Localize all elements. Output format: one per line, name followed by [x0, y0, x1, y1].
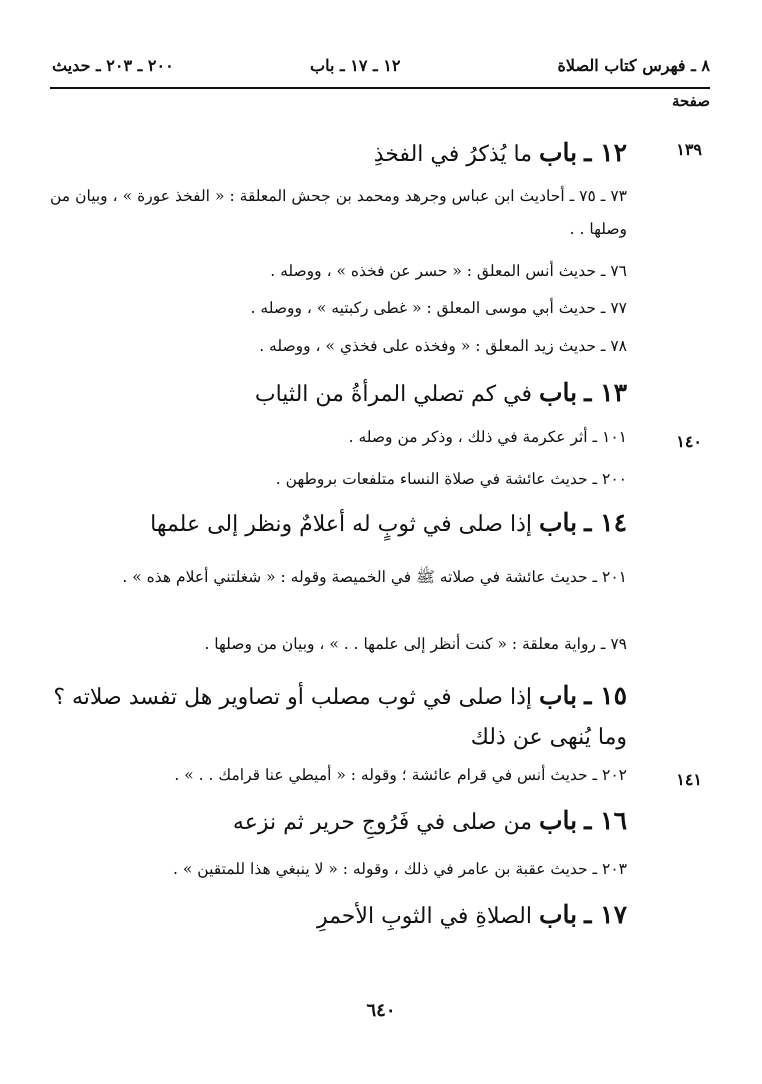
section-title: إذا صلى في ثوبٍ له أعلامٌ ونظر إلى علمها: [150, 512, 532, 537]
bab-word: باب: [538, 806, 578, 835]
footer-page-number: ٦٤٠: [366, 1000, 396, 1021]
bab-word: باب: [538, 508, 578, 537]
page-number-141: ١٤١: [676, 770, 702, 789]
section-title: ما يُذكرُ في الفخذِ: [373, 142, 532, 167]
entry-item: ٢٠٠ ـ حديث عائشة في صلاة النساء متلفعات بروطهن .: [275, 470, 627, 488]
entry-item: ٧٣ ـ ٧٥ ـ أحاديث ابن عباس وجرهد ومحمد بن جحش المعلقة : « الفخذ عورة » ، وبيان من وصلها . .: [50, 187, 627, 238]
header-section-range: ١٢ ـ ١٧ ـ باب: [310, 56, 401, 75]
bab-word: باب: [538, 900, 578, 929]
entry-item: ٢٠١ ـ حديث عائشة في صلاته ﷺ في الخميصة وقوله : « شغلتني أعلام هذه » .: [122, 568, 627, 586]
section-title: إذا صلى في ثوب مصلب أو تصاوير هل تفسد صلاته ؟ وما يُنهى عن ذلك: [53, 685, 627, 750]
page-number-139: ١٣٩: [676, 140, 702, 159]
section-number: ١٤ ـ: [584, 508, 627, 537]
entry-item: ٧٨ ـ حديث زيد المعلق : « وفخذه على فخذي » ، ووصله .: [259, 337, 627, 355]
section-number: ١٣ ـ: [584, 378, 627, 407]
header-hadith-range: ٢٠٠ ـ ٢٠٣ ـ حديث: [52, 56, 174, 75]
entry-item: ١٠١ ـ أثر عكرمة في ذلك ، وذكر من وصله .: [348, 428, 627, 446]
header-rule: [50, 87, 710, 89]
section-title: في كم تصلي المرأةُ من الثياب: [254, 382, 532, 407]
bab-word: باب: [538, 378, 578, 407]
section-heading-14: [150, 508, 627, 537]
page-column-label: صفحة: [671, 92, 710, 110]
entry-item: ٢٠٣ ـ حديث عقبة بن عامر في ذلك ، وقوله : « لا ينبغي هذا للمتقين » .: [173, 860, 627, 878]
page-number-140: ١٤٠: [676, 432, 702, 451]
section-heading-16: [233, 806, 627, 835]
entry-item: ٢٠٢ ـ حديث أنس في قرام عائشة ؛ وقوله : « أميطي عنا قرامك . . » .: [174, 766, 627, 784]
entry-item: ٧٧ ـ حديث أبي موسى المعلق : « غطى ركبتيه » ، ووصله .: [250, 299, 627, 317]
header-chapter-title: ٨ ـ فهرس كتاب الصلاة: [557, 56, 710, 75]
section-heading-17: [317, 900, 627, 929]
section-number: ١٧ ـ: [584, 900, 627, 929]
section-heading-13: [255, 378, 627, 407]
section-title: من صلى في فَرُوجِ حرير ثم نزعه: [232, 810, 532, 835]
section-heading-12: [374, 138, 627, 167]
section-number: ١٥ ـ: [584, 681, 627, 710]
section-number: ١٢ ـ: [584, 138, 627, 167]
bab-word: باب: [538, 138, 578, 167]
section-heading-15: [50, 676, 627, 758]
entry-item: ٧٩ ـ رواية معلقة : « كنت أنظر إلى علمها . . » ، وبيان من وصلها .: [204, 635, 627, 653]
bab-word: باب: [538, 681, 578, 710]
section-number: ١٦ ـ: [584, 806, 627, 835]
section-title: الصلاةِ في الثوبِ الأحمرِ: [316, 904, 532, 929]
entry-item: ٧٦ ـ حديث أنس المعلق : « حسر عن فخذه » ، ووصله .: [270, 262, 627, 280]
